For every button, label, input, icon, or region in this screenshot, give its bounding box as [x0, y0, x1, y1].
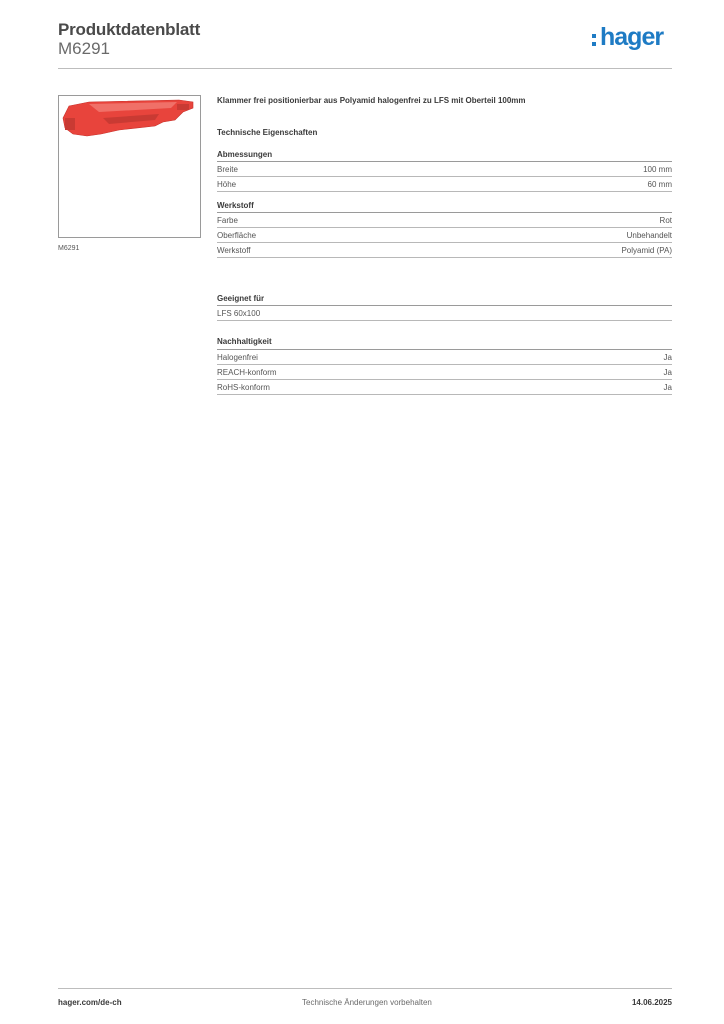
product-description: Klammer frei positionierbar aus Polyamid halogenfrei zu LFS mit Oberteil 100mm [217, 96, 526, 105]
spec-row [217, 228, 672, 243]
logo-dot-top [592, 34, 596, 38]
product-details [217, 96, 672, 395]
spec-value: Rot [659, 215, 672, 225]
group-sustainability [217, 337, 672, 395]
spec-row [217, 349, 672, 365]
clamp-image [59, 96, 200, 237]
group-title: Werkstoff [217, 201, 672, 213]
spec-label: Breite [217, 164, 238, 174]
group-suitable-for [217, 294, 672, 321]
group-material [217, 201, 672, 258]
spec-row [217, 243, 672, 258]
spec-value: Ja [663, 352, 672, 362]
spec-row [217, 365, 672, 380]
spec-value: Ja [663, 367, 672, 377]
product-code: M6291 [58, 39, 110, 58]
spec-row [217, 380, 672, 395]
logo-text: hager [600, 23, 664, 51]
spec-value: 60 mm [647, 179, 672, 189]
footer-divider [58, 988, 672, 989]
spec-label: Farbe [217, 215, 238, 225]
spec-row [217, 177, 672, 192]
footer-date: 14.06.2025 [631, 998, 672, 1007]
page-title: Produktdatenblatt [58, 20, 201, 39]
spec-row [217, 162, 672, 177]
header-divider [58, 68, 672, 69]
group-title: Abmessungen [217, 150, 672, 162]
spec-label: REACH-konform [217, 367, 277, 377]
footer-website-link[interactable]: hager.com/de-ch [58, 998, 122, 1007]
spec-row [217, 306, 672, 321]
spec-value: Ja [663, 382, 672, 392]
group-title: Geeignet für [217, 294, 672, 306]
logo-dot-bottom [592, 42, 596, 46]
spec-label: Höhe [217, 179, 237, 189]
tech-properties-title: Technische Eigenschaften [217, 128, 318, 137]
spec-label: Halogenfrei [217, 352, 258, 362]
hager-logo [592, 23, 674, 58]
spec-row [217, 213, 672, 228]
product-image [58, 95, 201, 238]
spec-value: 100 mm [643, 164, 672, 174]
spec-label: Werkstoff [217, 245, 251, 255]
spec-value: Polyamid (PA) [621, 245, 672, 255]
spec-value: Unbehandelt [626, 230, 672, 240]
spec-label: Oberfläche [217, 230, 257, 240]
spec-label: LFS 60x100 [217, 308, 261, 318]
spec-label: RoHS-konform [217, 382, 270, 392]
footer-notice: Technische Änderungen vorbehalten [302, 998, 432, 1007]
image-caption: M6291 [58, 245, 80, 252]
group-dimensions [217, 150, 672, 192]
group-title: Nachhaltigkeit [217, 337, 272, 346]
